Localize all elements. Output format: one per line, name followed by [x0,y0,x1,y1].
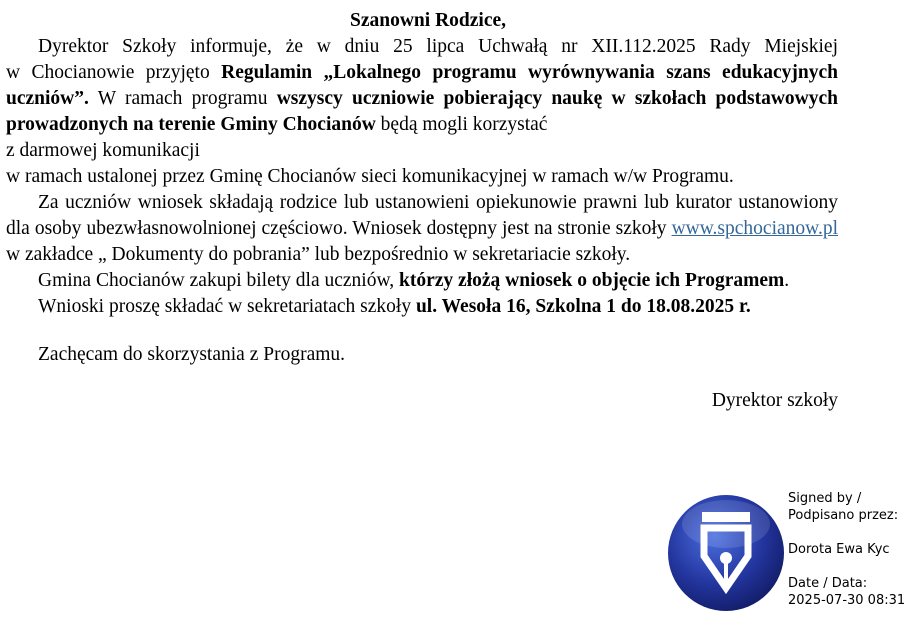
paragraph-1-line-6: w ramach ustalonej przez Gminę Chocianów sieci komunikacyjnej w ramach w/w Programu. [6,166,734,187]
application-condition: którzy złożą wniosek o objęcie ich Programem [399,270,785,291]
signed-by-label-1: Signed by / [788,491,862,506]
paragraph-3: Gmina Chocianów zakupi bilety dla uczniów, którzy złożą wniosek o objęcie ich Programem. [38,270,790,291]
signature-line: Dyrektor szkoły [711,390,838,411]
letter-title: Szanowni Rodzice, [350,10,506,31]
date-label: Date / Data: [788,576,868,591]
paragraph-2: Za uczniów wniosek składają rodzice lub ustanowieni opiekunowie prawni lub kurator ustanowiony dla osoby ubezwłasnowolnionej częściowo. Wniosek dostępny jest na stronie szkoły www.spchocianow.pl w zakładce „ Dokumenty do pobrania” lub bezpośrednio w sekretariacie szkoły. [6,192,838,265]
digital-signature-details [788,490,918,609]
letter-body [6,8,838,414]
signer-name: Dorota Ewa Kyc [788,542,890,557]
paragraph-1-line-1: Dyrektor Szkoły informuje, że w dniu 25 lipca Uchwałą nr XII.112.2025 Rady Miejskiej [38,36,838,57]
date-value: 2025-07-30 08:31 [788,593,906,608]
eligible-students: wszyscy uczniowie pobierający naukę w szkołach podstawowych prowadzonych na terenie Gminy Chocianów [6,88,838,135]
paragraph-4: Wnioski proszę składać w sekretariatach szkoły ul. Wesoła 16, Szkolna 1 do 18.08.2025 r. [38,296,751,317]
digital-signature-badge [666,494,786,612]
submission-address-deadline: ul. Wesoła 16, Szkolna 1 do 18.08.2025 r. [415,296,751,317]
school-website-link[interactable]: www.spchocianow.pl [671,218,838,239]
paragraph-1-body: w Chocianowie przyjęto Regulamin „Lokalnego programu wyrównywania szans edukacyjnych uczniów”. W ramach programu wszyscy uczniowie pobierający naukę w szkołach podstawowych prowadzonych na terenie Gminy Chocianów będą mogli korzystać [6,62,838,135]
paragraph-5: Zachęcam do skorzystania z Programu. [38,344,346,365]
paragraph-1-line-5: z darmowej komunikacji [6,140,200,161]
fountain-pen-nib-icon [666,494,786,612]
regulation-title: Regulamin „Lokalnego programu wyrównywania szans edukacyjnych uczniów”. [6,62,838,109]
signed-by-label-2: Podpisano przez: [788,508,899,523]
